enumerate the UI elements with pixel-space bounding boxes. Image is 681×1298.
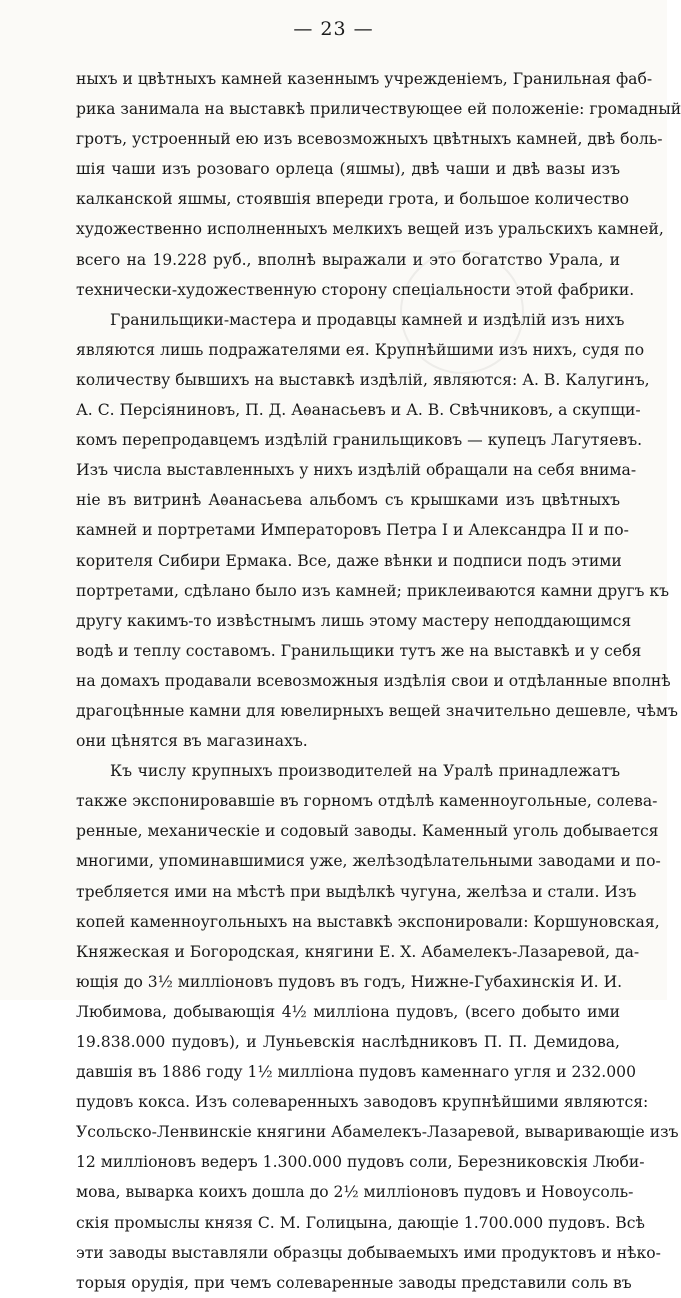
text-line: Къ числу крупныхъ производителей на Уралѣ принадлежатъ	[110, 762, 620, 781]
text-line: Любимова, добывающія 4½ милліона пудовъ, (всего добыто ими	[76, 1002, 620, 1021]
text-line: скія промыслы князя С. М. Голицына, дающіе 1.700.000 пудовъ. Всѣ	[76, 1213, 645, 1232]
text-line: ныхъ и цвѣтныхъ камней казеннымъ учрежденіемъ, Гранильная фаб-	[76, 70, 653, 88]
text-line: А. С. Персіяниновъ, П. Д. Аѳанасьевъ и А. В. Свѣчниковъ, а скупщи-	[76, 401, 641, 420]
text-line: 19.838.000 пудовъ), и Луньевскія наслѣдниковъ П. П. Демидова,	[76, 1033, 620, 1051]
text-line: технически-художественную сторону спеціальности этой фабрики.	[76, 280, 635, 299]
text-line: художественно исполненныхъ мелкихъ вещей изъ уральскихъ камней,	[76, 220, 664, 239]
text-line: копей каменноугольныхъ на выставкѣ экспонировали: Коршуновская,	[76, 912, 660, 931]
body-text	[76, 64, 681, 1298]
text-line: Усольско-Ленвинскіе княгини Абамелекъ-Лазаревой, вываривающіе изъ	[76, 1123, 679, 1142]
text-line: требляется ими на мѣстѣ при выдѣлкѣ чугуна, желѣза и стали. Изъ	[76, 882, 637, 901]
text-line: всего на 19.228 руб., вполнѣ выражали и это богатство Урала, и	[76, 250, 620, 269]
text-line: водѣ и теплу составомъ. Гранильщики тутъ же на выставкѣ и у себя	[76, 641, 642, 660]
text-line: камней и портретами Императоровъ Петра I и Александра II и по-	[76, 521, 629, 540]
text-line: на домахъ продавали всевозможныя издѣлія свои и отдѣланные вполнѣ	[76, 671, 671, 690]
text-line: многими, упоминавшимися уже, желѣзодѣлательными заводами и по-	[76, 852, 661, 871]
text-line: портретами, сдѣлано было изъ камней; приклеиваются камни другъ къ	[76, 581, 670, 600]
text-line: комъ перепродавцемъ издѣлій гранильщиковъ — купецъ Лагутяевъ.	[76, 431, 643, 450]
text-line: торыя орудія, при чемъ солеваренные заводы представили соль въ	[76, 1273, 632, 1292]
text-line: шія чаши изъ розоваго орлеца (яшмы), двѣ чаши и двѣ вазы изъ	[76, 160, 620, 179]
text-line: эти заводы выставляли образцы добываемыхъ ими продуктовъ и нѣко-	[76, 1243, 661, 1262]
text-line: рика занимала на выставкѣ приличествующее ей положеніе: громадный	[76, 100, 681, 119]
text-line: они цѣнятся въ магазинахъ.	[76, 732, 308, 751]
text-line: являются лишь подражателями ея. Крупнѣйшими изъ нихъ, судя по	[76, 340, 645, 359]
text-line: ренные, механическіе и содовый заводы. Каменный уголь добывается	[76, 822, 659, 841]
text-line: Гранильщики-мастера и продавцы камней и издѣлій изъ нихъ	[110, 310, 625, 329]
text-line: гротъ, устроенный ею изъ всевозможныхъ цвѣтныхъ камней, двѣ боль-	[76, 130, 663, 149]
page-number: — 23 —	[293, 18, 374, 40]
text-line: Изъ числа выставленныхъ у нихъ издѣлій обращали на себя внима-	[76, 461, 637, 480]
text-line: калканской яшмы, стоявшія впереди грота, и большое количество	[76, 190, 630, 209]
text-line: корителя Сибири Ермака. Все, даже вѣнки и подписи подъ этими	[76, 551, 622, 570]
text-line: пудовъ кокса. Изъ солеваренныхъ заводовъ крупнѣйшими являются:	[76, 1093, 649, 1112]
text-line: ющія до 3½ милліоновъ пудовъ въ годъ, Нижне-Губахинскія И. И.	[76, 972, 623, 991]
text-line: другу какимъ-то извѣстнымъ лишь этому мастеру неподдающимся	[76, 611, 632, 630]
text-line: мова, выварка коихъ дошла до 2½ милліоновъ пудовъ и Новоусоль-	[76, 1183, 634, 1202]
text-line: также экспонировавшіе въ горномъ отдѣлѣ каменноугольные, солева-	[76, 792, 658, 811]
text-line: Княжеская и Богородская, княгини Е. Х. Абамелекъ-Лазаревой, да-	[76, 942, 640, 961]
text-line: давшія въ 1886 году 1½ милліона пудовъ каменнаго угля и 232.000	[76, 1063, 636, 1082]
text-line: драгоцѣнные камни для ювелирныхъ вещей значительно дешевле, чѣмъ	[76, 701, 678, 720]
text-line: ніе въ витринѣ Аѳанасьева альбомъ съ крышками изъ цвѣтныхъ	[76, 491, 620, 510]
text-line: 12 милліоновъ ведеръ 1.300.000 пудовъ соли, Березниковскія Люби-	[76, 1153, 645, 1172]
text-line: количеству бывшихъ на выставкѣ издѣлій, являются: А. В. Калугинъ,	[76, 370, 650, 389]
